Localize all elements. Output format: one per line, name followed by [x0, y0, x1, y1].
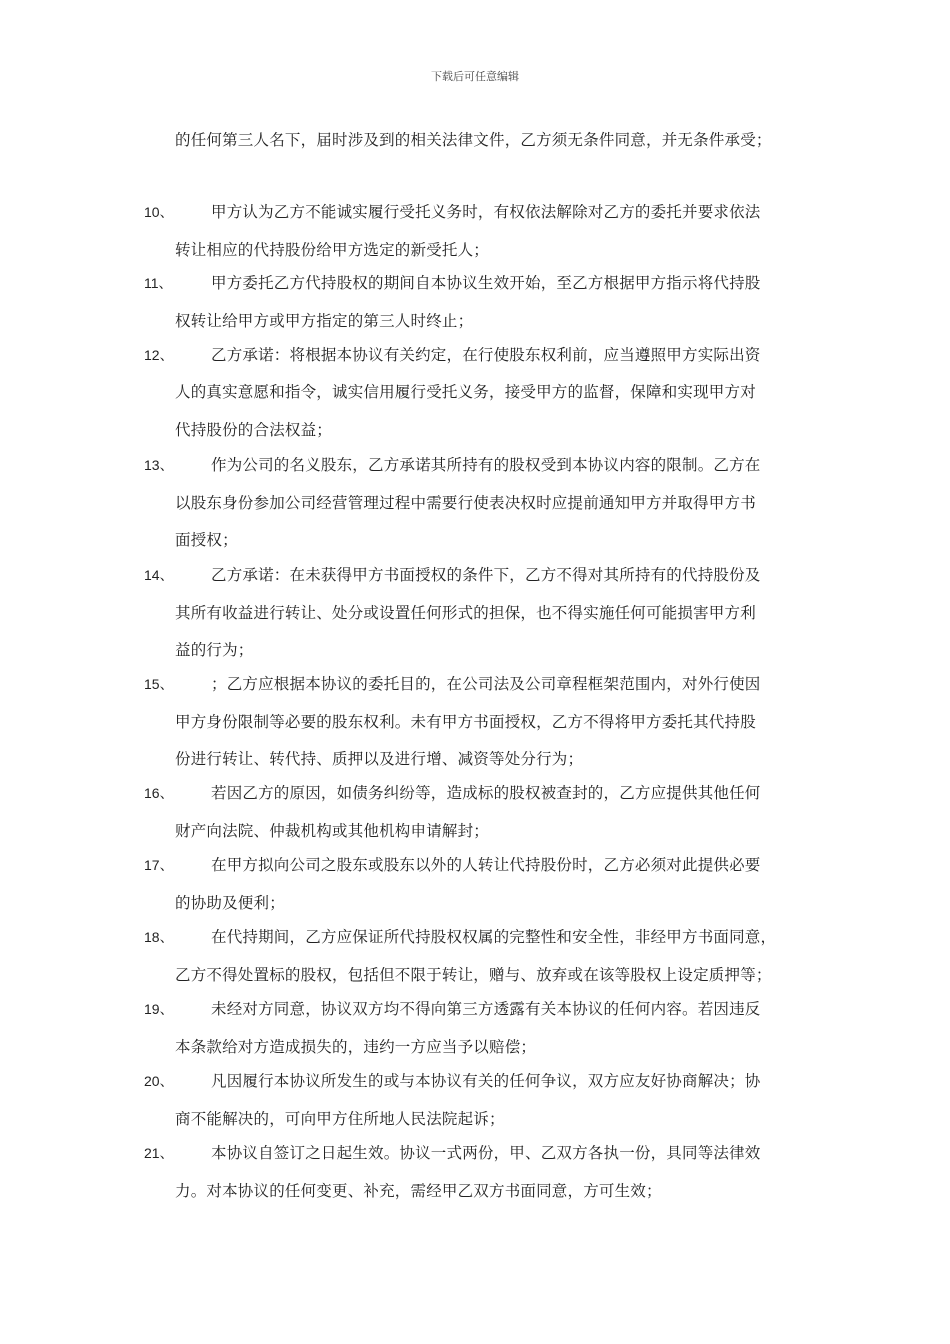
clause-line: 在甲方拟向公司之股东或股东以外的人转让代持股份时，乙方必须对此提供必要 [211, 856, 761, 874]
clause-line: 本条款给对方造成损失的，违约一方应当予以赔偿； [175, 1038, 537, 1056]
clause-line: 份进行转让、转代持、质押以及进行增、减资等处分行为； [175, 750, 584, 768]
clause-line: 商不能解决的，可向甲方住所地人民法院起诉； [175, 1110, 505, 1128]
clause-number: 10、 [144, 204, 174, 220]
clause-line: 人的真实意愿和指令，诚实信用履行受托义务，接受甲方的监督，保障和实现甲方对 [175, 383, 756, 401]
clause-line: 以股东身份参加公司经营管理过程中需要行使表决权时应提前通知甲方并取得甲方书 [175, 494, 756, 512]
clause-line: 甲方身份限制等必要的股东权利。未有甲方书面授权，乙方不得将甲方委托其代持股 [175, 713, 756, 731]
clause-line: 力。对本协议的任何变更、补充，需经甲乙双方书面同意，方可生效； [175, 1182, 662, 1200]
clause-line: 其所有收益进行转让、处分或设置任何形式的担保，也不得实施任何可能损害甲方利 [175, 604, 756, 622]
clause-number: 20、 [144, 1073, 174, 1089]
clause-line: 甲方认为乙方不能诚实履行受托义务时，有权依法解除对乙方的委托并要求依法 [211, 203, 761, 221]
clause-number: 21、 [144, 1145, 174, 1161]
page-header: 下载后可任意编辑 [431, 70, 519, 83]
clause-line: 乙方不得处置标的股权，包括但不限于转让，赠与、放弃或在该等股权上设定质押等； [175, 966, 772, 984]
clause-number: 17、 [144, 857, 174, 873]
clause-number: 19、 [144, 1001, 174, 1017]
clause-number: 15、 [144, 676, 174, 692]
clause-number: 18、 [144, 929, 174, 945]
clause-line: 作为公司的名义股东，乙方承诺其所持有的股权受到本协议内容的限制。乙方在 [211, 456, 761, 474]
clause-line: 益的行为； [175, 641, 254, 659]
clause-line: 面授权； [175, 531, 238, 549]
clause-number: 11、 [144, 275, 173, 291]
clause-number: 13、 [144, 457, 174, 473]
clause-line: 代持股份的合法权益； [175, 421, 333, 439]
clause-number: 14、 [144, 567, 174, 583]
clause-number: 12、 [144, 347, 174, 363]
clause-number: 16、 [144, 785, 174, 801]
clause-line: 乙方承诺：在未获得甲方书面授权的条件下，乙方不得对其所持有的代持股份及 [211, 566, 761, 584]
intro-line: 的任何第三人名下，届时涉及到的相关法律文件，乙方须无条件同意，并无条件承受； [175, 131, 772, 149]
clause-line: 在代持期间，乙方应保证所代持股权权属的完整性和安全性，非经甲方书面同意， [211, 928, 777, 946]
clause-line: 若因乙方的原因，如债务纠纷等，造成标的股权被查封的，乙方应提供其他任何 [211, 784, 761, 802]
clause-line: 乙方承诺：将根据本协议有关约定，在行使股东权利前，应当遵照甲方实际出资 [211, 346, 761, 364]
clause-line: 未经对方同意，协议双方均不得向第三方透露有关本协议的任何内容。若因违反 [211, 1000, 761, 1018]
clause-line: 的协助及便利； [175, 894, 285, 912]
clause-line: 权转让给甲方或甲方指定的第三人时终止； [175, 312, 474, 330]
clause-line: 凡因履行本协议所发生的或与本协议有关的任何争议，双方应友好协商解决；协 [211, 1072, 761, 1090]
clause-line: 本协议自签订之日起生效。协议一式两份，甲、乙双方各执一份，具同等法律效 [211, 1144, 761, 1162]
clause-line: 甲方委托乙方代持股权的期间自本协议生效开始，至乙方根据甲方指示将代持股 [211, 274, 761, 292]
clause-line: 转让相应的代持股份给甲方选定的新受托人； [175, 241, 490, 259]
clause-line: ；乙方应根据本协议的委托目的，在公司法及公司章程框架范围内，对外行使因 [211, 675, 761, 693]
clause-line: 财产向法院、仲裁机构或其他机构申请解封； [175, 822, 490, 840]
